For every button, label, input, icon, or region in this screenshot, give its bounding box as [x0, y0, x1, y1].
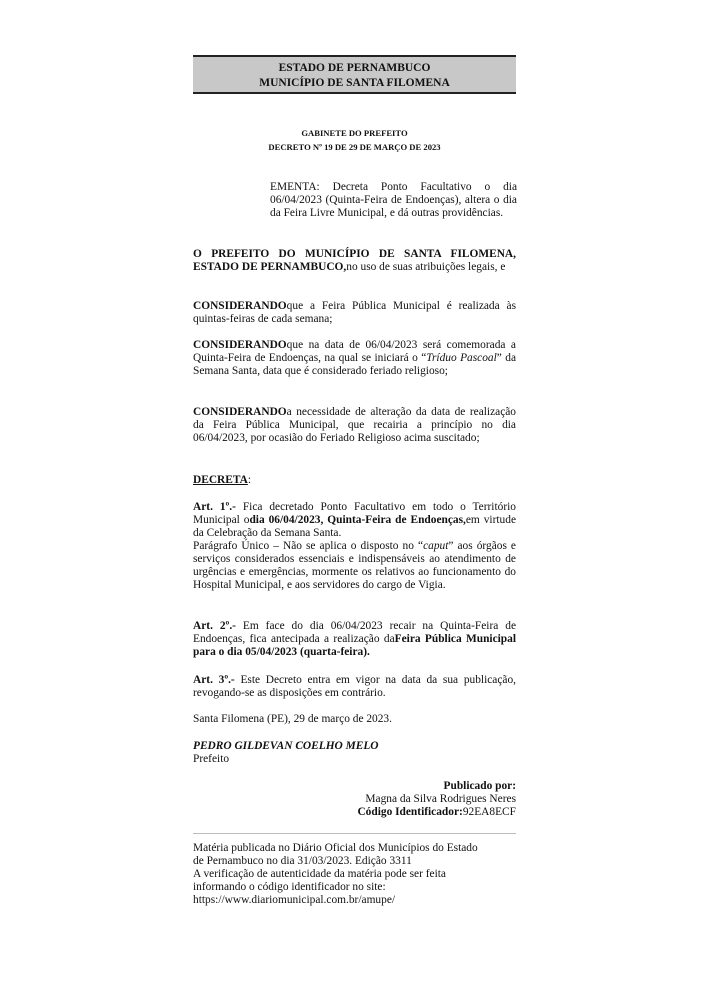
article-bold: dia 06/04/2023, Quinta-Feira de Endoenças, [249, 514, 466, 526]
decreta-heading [193, 474, 516, 487]
decreta-colon: : [247, 474, 252, 486]
document-header [193, 55, 516, 94]
article-2 [193, 620, 516, 659]
article-text-continued: em virtude da Celebração da Semana Santa. [193, 514, 516, 539]
considerando-lead: CONSIDERANDO [193, 339, 287, 351]
considerando-3 [193, 406, 516, 445]
publisher-name: Magna da Silva Rodrigues Neres [365, 793, 516, 805]
considerando-lead: CONSIDERANDO [193, 406, 287, 418]
considerando-text: que na data de 06/04/2023 será comemorada a Quinta-Feira de Endoenças, na qual se iniciará o “ [193, 339, 516, 364]
article-text: Em face do dia 06/04/2023 recair na Quinta-Feira de Endoenças, fica antecipada a realização da [193, 620, 516, 645]
footer-line: informando o código identificador no site: [193, 881, 386, 893]
place-date [193, 713, 516, 726]
article-3 [193, 674, 516, 700]
footer-line: Matéria publicada no Diário Oficial dos Municípios do Estado [193, 842, 478, 854]
preamble-authority: O PREFEITO DO MUNICÍPIO DE SANTA FILOMENA, ESTADO DE PERNAMBUCO, [193, 248, 516, 273]
article-lead: Art. 2º.- [193, 620, 236, 632]
signature-block [193, 740, 516, 766]
footer-note [193, 842, 523, 907]
paragraph-text: Parágrafo Único – Não se aplica o disposto no “ [193, 540, 424, 552]
article-text: Este Decreto entra em vigor na data da sua publicação, revogando-se as disposições em contrário. [193, 674, 516, 699]
article-lead: Art. 3º.- [193, 674, 235, 686]
ementa: EMENTA: Decreta Ponto Facultativo o dia 06/04/2023 (Quinta-Feira de Endoenças), altera o dia da Feira Livre Municipal, e dá outras providências. [270, 181, 517, 219]
considerando-text: que a Feira Pública Municipal é realizada às quintas-feiras de cada semana; [193, 300, 516, 325]
state-title: ESTADO DE PERNAMBUCO [278, 62, 431, 74]
decree-number: DECRETO Nº 19 DE 29 DE MARÇO DE 2023 [268, 142, 441, 152]
decreta-label: DECRETA [193, 474, 248, 486]
considerando-italic: Tríduo Pascoal [426, 352, 497, 364]
identifier-code: 92EA8ECF [462, 806, 516, 818]
considerando-text-continued: ” da Semana Santa, data que é considerado feriado religioso; [193, 352, 517, 377]
footer-line: de Pernambuco no dia 31/03/2023. Edição 3311 [193, 855, 412, 867]
municipality-title: MUNICÍPIO DE SANTA FILOMENA [259, 77, 450, 89]
considerando-1 [193, 300, 516, 326]
article-lead: Art. 1º.- [193, 501, 236, 513]
preamble-text: no uso de suas atribuições legais, e [346, 261, 506, 273]
considerando-2 [193, 339, 516, 378]
office-title: GABINETE DO PREFEITO [301, 128, 408, 138]
verification-url[interactable]: https://www.diariomunicipal.com.br/amupe/ [193, 894, 396, 906]
code-label: Código Identificador: [357, 806, 463, 818]
signer-name: PEDRO GILDEVAN COELHO MELO [193, 740, 379, 752]
article-text: Fica decretado Ponto Facultativo em todo o Território Municipal o [193, 501, 516, 526]
published-by-label: Publicado por: [443, 780, 516, 792]
paragraph-text-continued: ” aos órgãos e serviços considerados essenciais e indispensáveis ao atendimento de urgências e emergências, mormente os relativos ao funcionamento do Hospital Municipal, e aos servidores do cargo de Vigia. [193, 540, 516, 591]
article-bold: Feira Pública Municipal para o dia 05/04/2023 (quarta-feira). [193, 633, 516, 658]
office-heading [193, 126, 516, 154]
publication-block [193, 780, 516, 819]
footer-line: A verificação de autenticidade da matéria pode ser feita [193, 868, 446, 880]
paragraph-italic: caput [423, 540, 449, 552]
considerando-text: a necessidade de alteração da data de realização da Feira Pública Municipal, que recairia a princípio no dia 06/04/2023, por ocasião do Feriado Religioso acima suscitado; [193, 406, 516, 444]
signer-role: Prefeito [193, 753, 230, 765]
footer-divider [193, 833, 516, 834]
considerando-lead: CONSIDERANDO [193, 300, 287, 312]
preamble [193, 248, 516, 274]
article-1 [193, 501, 516, 592]
place-date-text: Santa Filomena (PE), 29 de março de 2023. [193, 713, 392, 725]
